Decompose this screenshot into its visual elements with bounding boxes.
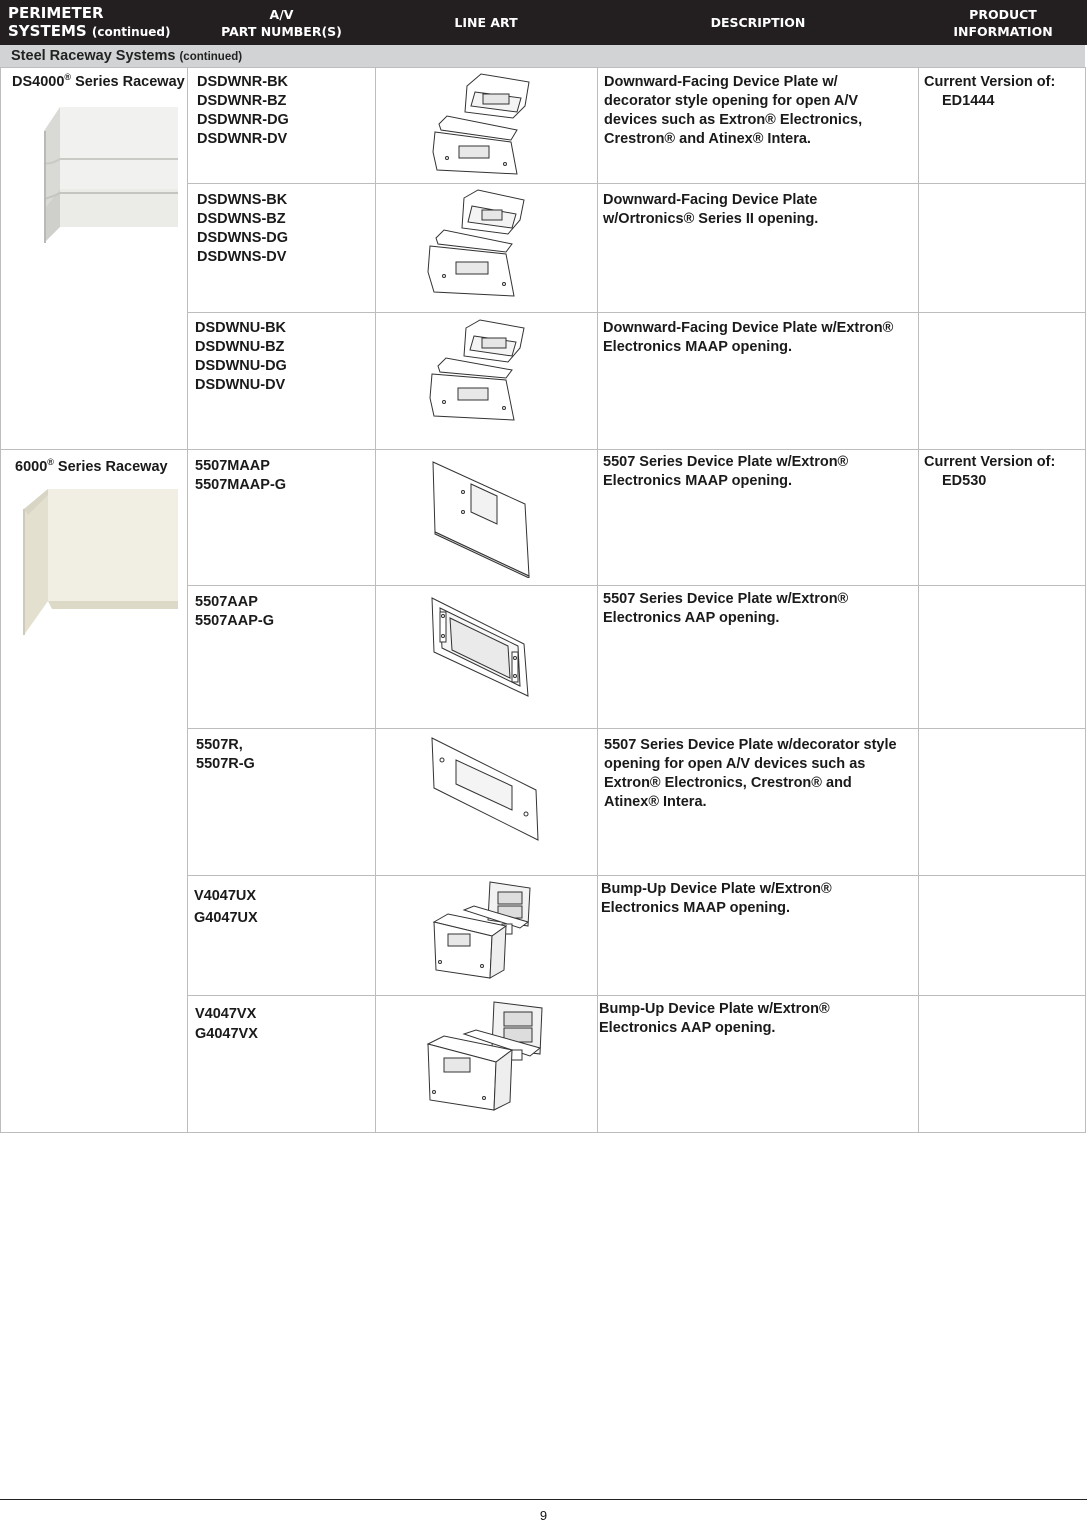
- part-numbers-row-5: 5507AAP 5507AAP-G: [195, 594, 274, 629]
- part-numbers-row-7: V4047UX G4047UX: [194, 888, 258, 926]
- series-6000-label: 6000® Series Raceway: [15, 457, 168, 475]
- part-numbers-row-4: 5507MAAP 5507MAAP-G: [195, 458, 287, 493]
- header-line-art: LINE ART: [454, 15, 518, 30]
- line-art-row-5: [428, 594, 532, 698]
- description-row-2: Downward-Facing Device Plate w/Ortronics® Series II opening.: [603, 192, 819, 227]
- description-row-4: 5507 Series Device Plate w/Extron® Electronics MAAP opening.: [603, 454, 849, 489]
- part-numbers-row-8: V4047VX G4047VX: [195, 1006, 258, 1042]
- line-art-row-3: [424, 318, 532, 422]
- description-row-7: Bump-Up Device Plate w/Extron® Electronics MAAP opening.: [601, 881, 832, 916]
- table-header: [0, 0, 1087, 45]
- description-row-5: 5507 Series Device Plate w/Extron® Electronics AAP opening.: [603, 591, 849, 626]
- part-numbers-row-1: DSDWNR-BK DSDWNR-BZ DSDWNR-DG DSDWNR-DV: [197, 74, 289, 147]
- section-title: Steel Raceway Systems (continued): [0, 45, 1085, 67]
- line-art-row-6: [428, 734, 540, 844]
- line-art-row-1: [425, 72, 535, 177]
- line-art-row-4: [425, 458, 535, 578]
- series-6000-raceway-image: [22, 485, 178, 637]
- description-row-3: Downward-Facing Device Plate w/Extron® Electronics MAAP opening.: [603, 320, 894, 355]
- header-product-information: PRODUCT INFORMATION: [953, 6, 1053, 39]
- footer-rule: [0, 1499, 1087, 1500]
- description-row-6: 5507 Series Device Plate w/decorator style opening for open A/V devices such as Extron® Electronics, Crestron® and Atinex® Intera.: [604, 737, 897, 810]
- header-description: DESCRIPTION: [710, 15, 806, 30]
- line-art-row-2: [420, 188, 530, 300]
- product-info-row-1: Current Version of: ED1444: [924, 74, 1056, 109]
- page-number: 9: [539, 1508, 548, 1523]
- header-part-numbers: A/V PART NUMBER(S): [221, 6, 342, 39]
- part-numbers-row-6: 5507R, 5507R-G: [196, 737, 255, 772]
- line-art-row-8: [424, 998, 548, 1112]
- ds4000-raceway-image: [38, 103, 178, 245]
- header-perimeter-systems: PERIMETER SYSTEMS (continued): [8, 4, 171, 40]
- line-art-row-7: [430, 878, 538, 982]
- product-info-row-4: Current Version of: ED530: [924, 454, 1056, 489]
- description-row-1: Downward-Facing Device Plate w/ decorator style opening for open A/V devices such as Extron® Electronics, Crestron® and Atinex® Intera.: [604, 74, 863, 147]
- description-row-8: Bump-Up Device Plate w/Extron® Electronics AAP opening.: [599, 1001, 830, 1036]
- part-numbers-row-3: DSDWNU-BK DSDWNU-BZ DSDWNU-DG DSDWNU-DV: [195, 320, 287, 393]
- series-ds4000-label: DS4000® Series Raceway: [12, 72, 185, 90]
- part-numbers-row-2: DSDWNS-BK DSDWNS-BZ DSDWNS-DG DSDWNS-DV: [197, 192, 289, 265]
